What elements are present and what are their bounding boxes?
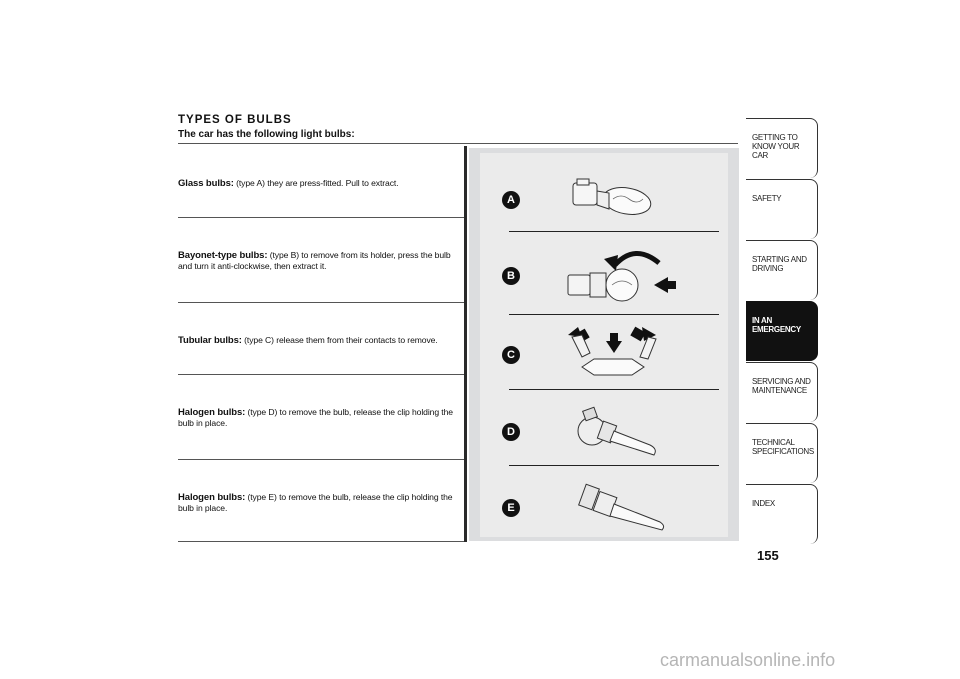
badge-e: E (502, 499, 520, 517)
bulb-description: (type C) release them from their contacts to remove. (241, 335, 438, 345)
bayonet-bulb-icon (560, 245, 680, 305)
tab-servicing-and-maintenance[interactable]: SERVICING AND MAINTENANCE (746, 362, 818, 422)
bulb-row-d (178, 375, 464, 460)
watermark: carmanualsonline.info (660, 650, 836, 670)
illustration-divider (509, 314, 719, 315)
halogen-bulb-d-icon (570, 401, 670, 461)
bulb-name: Bayonet-type bulbs: (178, 250, 268, 261)
badge-d: D (502, 423, 520, 441)
bulb-description: (type A) they are press-fitted. Pull to extract. (233, 178, 399, 188)
badge-b: B (502, 267, 520, 285)
bulb-description: (type E) to remove the bulb, release the clip holding the bulb in place. (178, 492, 453, 513)
bulb-row-c (178, 303, 464, 375)
bottom-divider (178, 541, 465, 542)
column-separator (464, 146, 467, 542)
section-title: TYPES OF BULBS (178, 114, 292, 126)
glass-bulb-icon (565, 171, 655, 221)
halogen-bulb-e-icon (568, 478, 678, 538)
badge-c: C (502, 346, 520, 364)
bulb-name: Glass bulbs: (178, 178, 234, 189)
tubular-bulb-icon (560, 323, 670, 383)
bulb-name: Halogen bulbs: (178, 492, 246, 503)
badge-a: A (502, 191, 520, 209)
tab-safety[interactable]: SAFETY (746, 179, 818, 239)
bulb-illustration-panel (469, 148, 739, 541)
bulb-name: Tubular bulbs: (178, 335, 242, 346)
chapter-tabs (746, 118, 818, 544)
bulb-description-list (178, 146, 464, 542)
bulb-row-b (178, 218, 464, 303)
bulb-name: Halogen bulbs: (178, 407, 246, 418)
bulb-description: (type D) to remove the bulb, release the clip holding the bulb in place. (178, 407, 453, 428)
bulb-row-e (178, 460, 464, 542)
illustration-divider (509, 465, 719, 466)
tab-technical-specifications[interactable]: TECHNICAL SPECIFICATIONS (746, 423, 818, 483)
bulb-row-a (178, 146, 464, 218)
illustration-background (480, 153, 728, 537)
top-divider (178, 143, 738, 144)
illustration-divider (509, 231, 719, 232)
page-number: 155 (757, 548, 779, 563)
section-subtitle: The car has the following light bulbs: (178, 129, 355, 140)
illustration-divider (509, 389, 719, 390)
bulb-description: (type B) to remove from its holder, press the bulb and turn it anti-clockwise, then extract it. (178, 250, 451, 271)
tab-starting-and-driving[interactable]: STARTING AND DRIVING (746, 240, 818, 300)
tab-index[interactable]: INDEX (746, 484, 818, 544)
tab-in-an-emergency[interactable]: IN AN EMERGENCY (746, 301, 818, 361)
tab-getting-to-know[interactable]: GETTING TO KNOW YOUR CAR (746, 118, 818, 178)
